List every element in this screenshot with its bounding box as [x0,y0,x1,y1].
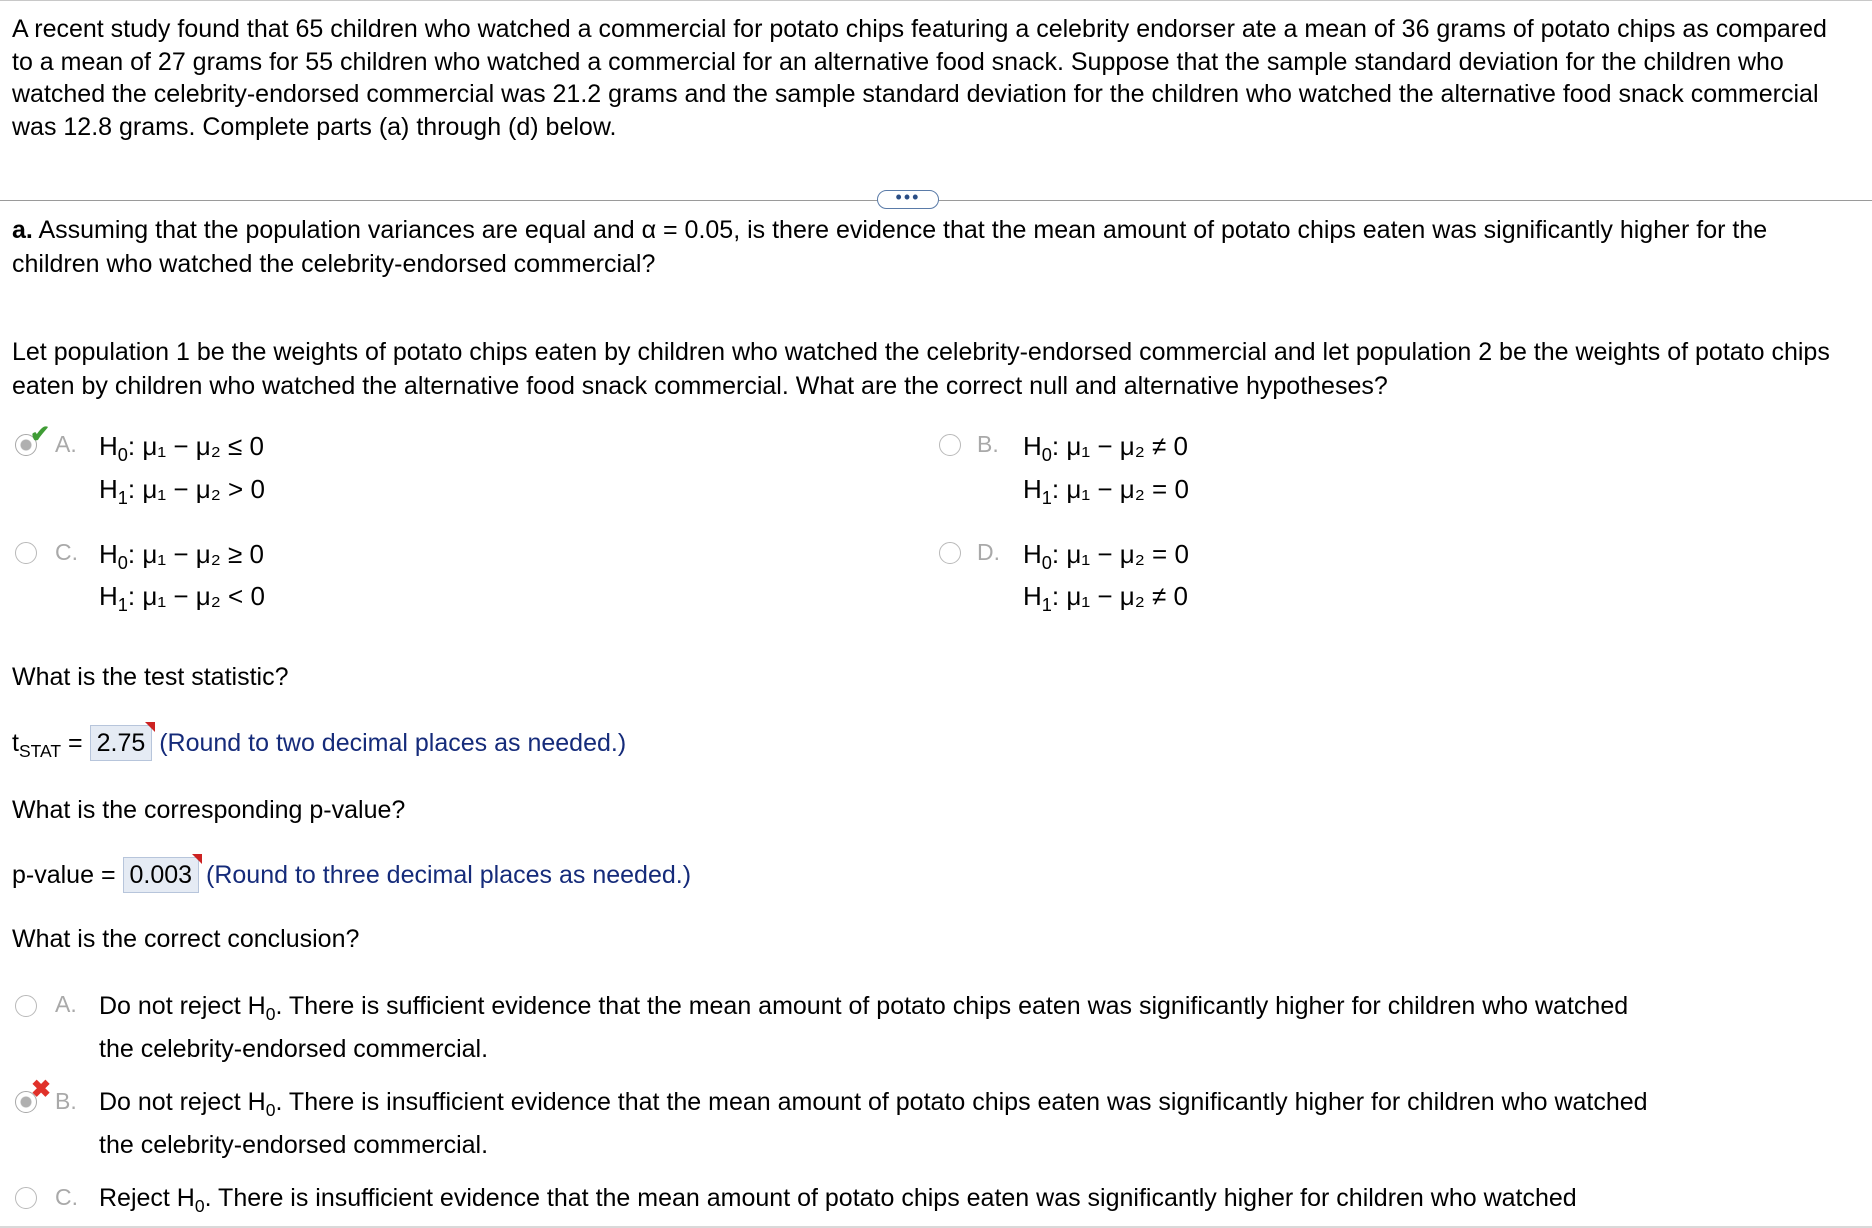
tstat-label: $t_{STAT}$ [12,729,62,761]
conclusion-c-text: Reject $H_0$. There is insufficient evidence that the mean amount of potato chips eaten was significantly higher for children who watched [99,1184,1577,1216]
hypothesis-b-radio[interactable] [939,434,961,456]
hypothesis-d-radio[interactable] [939,542,961,564]
conclusion-a-letter: A. [55,991,77,1017]
part-a-question-text: Assuming that the population variances are equal and α = 0.05, is there evidence that the mean amount of potato chips eaten was significantly higher for the children who watched the celebrity-endorsed commercial? [12,216,1768,278]
hypothesis-d-h1: $H_1$: μ₁ − μ₂ ≠ 0 [1023,581,1188,615]
hypothesis-c-radio[interactable] [15,542,37,564]
conclusion-a-text-line2: the celebrity-endorsed commercial. [99,1035,489,1063]
tstat-hint: (Round to two decimal places as needed.) [159,729,627,757]
conclusion-question: What is the correct conclusion? [12,925,360,953]
conclusion-a-text: Do not reject $H_0$. There is sufficient evidence that the mean amount of potato chips eaten was significantly higher for children who watched [99,992,1629,1024]
hypothesis-a-letter: A. [55,431,77,457]
hypothesis-b-letter: B. [977,431,999,457]
hypothesis-c-h0: $H_0$: μ₁ − μ₂ ≥ 0 [99,539,264,573]
problem-statement: A recent study found that 65 children who watched a commercial for potato chips featuring a celebrity endorser ate a mean of 36 grams of potato chips as compared to a mean of 27 grams for 55 children who watched a commercial for an alternative food snack. Suppose that the sample standard deviation for the children who watched the celebrity-endorsed commercial was 21.2 grams and the sample standard deviation for the children who watched the alternative food snack commercial was 12.8 grams. Complete parts (a) through (d) below. [12,15,1827,141]
pvalue-label: p-value = [12,861,123,889]
pvalue-question: What is the corresponding p-value? [12,796,406,824]
hypothesis-b-h0: $H_0$: μ₁ − μ₂ ≠ 0 [1023,431,1188,465]
tstat-answer-input[interactable]: 2.75 [90,725,153,761]
conclusion-b-text: Do not reject $H_0$. There is insufficient evidence that the mean amount of potato chips eaten was significantly higher for children who watched [99,1088,1648,1120]
conclusion-c-radio[interactable] [15,1187,37,1209]
incorrect-flag-icon [192,854,202,864]
pvalue-answer-input[interactable]: 0.003 [123,857,200,893]
part-a-question [12,213,1852,281]
hypothesis-b-h1: $H_1$: μ₁ − μ₂ = 0 [1023,474,1189,508]
correct-check-icon: ✔ [30,421,51,448]
hypothesis-a-h1: $H_1$: μ₁ − μ₂ > 0 [99,474,265,508]
conclusion-b-letter: B. [55,1088,77,1114]
pvalue-hint: (Round to three decimal places as needed.) [206,861,692,889]
test-statistic-question: What is the test statistic? [12,663,289,691]
tstat-row [12,725,1852,761]
incorrect-cross-icon: ✖ [31,1076,52,1103]
conclusion-a-radio[interactable] [15,995,37,1017]
pvalue-row [12,857,1852,893]
expand-more-button[interactable]: ••• [877,190,939,209]
hypothesis-c-h1: $H_1$: μ₁ − μ₂ < 0 [99,581,265,615]
hypothesis-a-h0: $H_0$: μ₁ − μ₂ ≤ 0 [99,431,264,465]
conclusion-c-letter: C. [55,1184,78,1210]
hypothesis-d-h0: $H_0$: μ₁ − μ₂ = 0 [1023,539,1189,573]
incorrect-flag-icon [145,722,155,732]
part-a-label: a. [12,216,33,244]
conclusion-b-text-line2: the celebrity-endorsed commercial. [99,1131,489,1159]
hypothesis-c-letter: C. [55,539,78,565]
hypothesis-d-letter: D. [977,539,1000,565]
hypotheses-setup: Let population 1 be the weights of potato chips eaten by children who watched the celebrity-endorsed commercial and let population 2 be the weights of potato chips eaten by children who watched the alternative food snack commercial. What are the correct null and alternative hypotheses? [12,338,1830,400]
tstat-equals: = [61,729,90,757]
